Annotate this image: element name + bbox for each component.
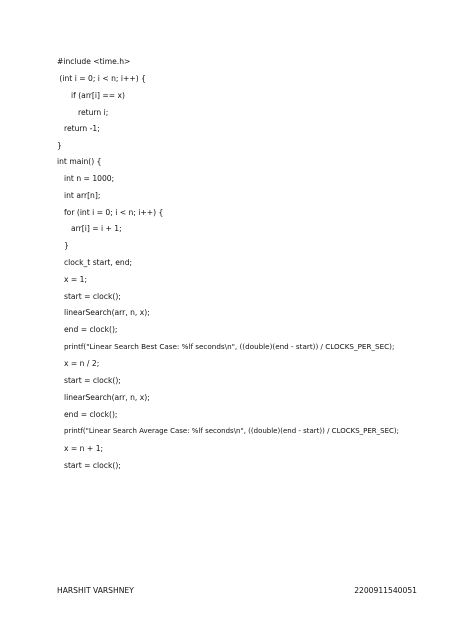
code-line: int arr[n];	[64, 191, 101, 200]
code-line: clock_t start, end;	[64, 258, 133, 267]
code-line: return i;	[78, 108, 109, 117]
code-line: x = n + 1;	[64, 444, 104, 453]
code-line: }	[64, 241, 69, 250]
code-line: x = 1;	[64, 275, 88, 284]
code-line: return -1;	[64, 124, 100, 133]
code-line: int main() {	[57, 157, 102, 166]
code-line: linearSearch(arr, n, x);	[64, 308, 150, 317]
code-line: start = clock();	[64, 461, 121, 470]
code-line: int n = 1000;	[64, 174, 115, 183]
code-line: start = clock();	[64, 376, 121, 385]
code-line: if (arr[i] == x)	[71, 91, 125, 100]
code-line: x = n / 2;	[64, 359, 100, 368]
code-line: (int i = 0; i < n; i++) {	[57, 74, 146, 83]
footer-author: HARSHIT VARSHNEY	[57, 586, 134, 595]
code-line: for (int i = 0; i < n; i++) {	[64, 208, 164, 217]
code-line: printf("Linear Search Average Case: %lf seconds\n", ((double)(end - start)) / CLOCKS_PER_SEC);	[64, 427, 400, 435]
footer-roll-number: 2200911540051	[354, 586, 417, 595]
code-line: }	[57, 141, 62, 150]
code-line: #include <time.h>	[57, 57, 131, 66]
code-line: end = clock();	[64, 410, 118, 419]
code-line: linearSearch(arr, n, x);	[64, 393, 150, 402]
code-line: start = clock();	[64, 292, 121, 301]
code-line: arr[i] = i + 1;	[71, 224, 122, 233]
code-line: printf("Linear Search Best Case: %lf seconds\n", ((double)(end - start)) / CLOCKS_PER_SEC);	[64, 342, 395, 351]
code-line: end = clock();	[64, 325, 118, 334]
